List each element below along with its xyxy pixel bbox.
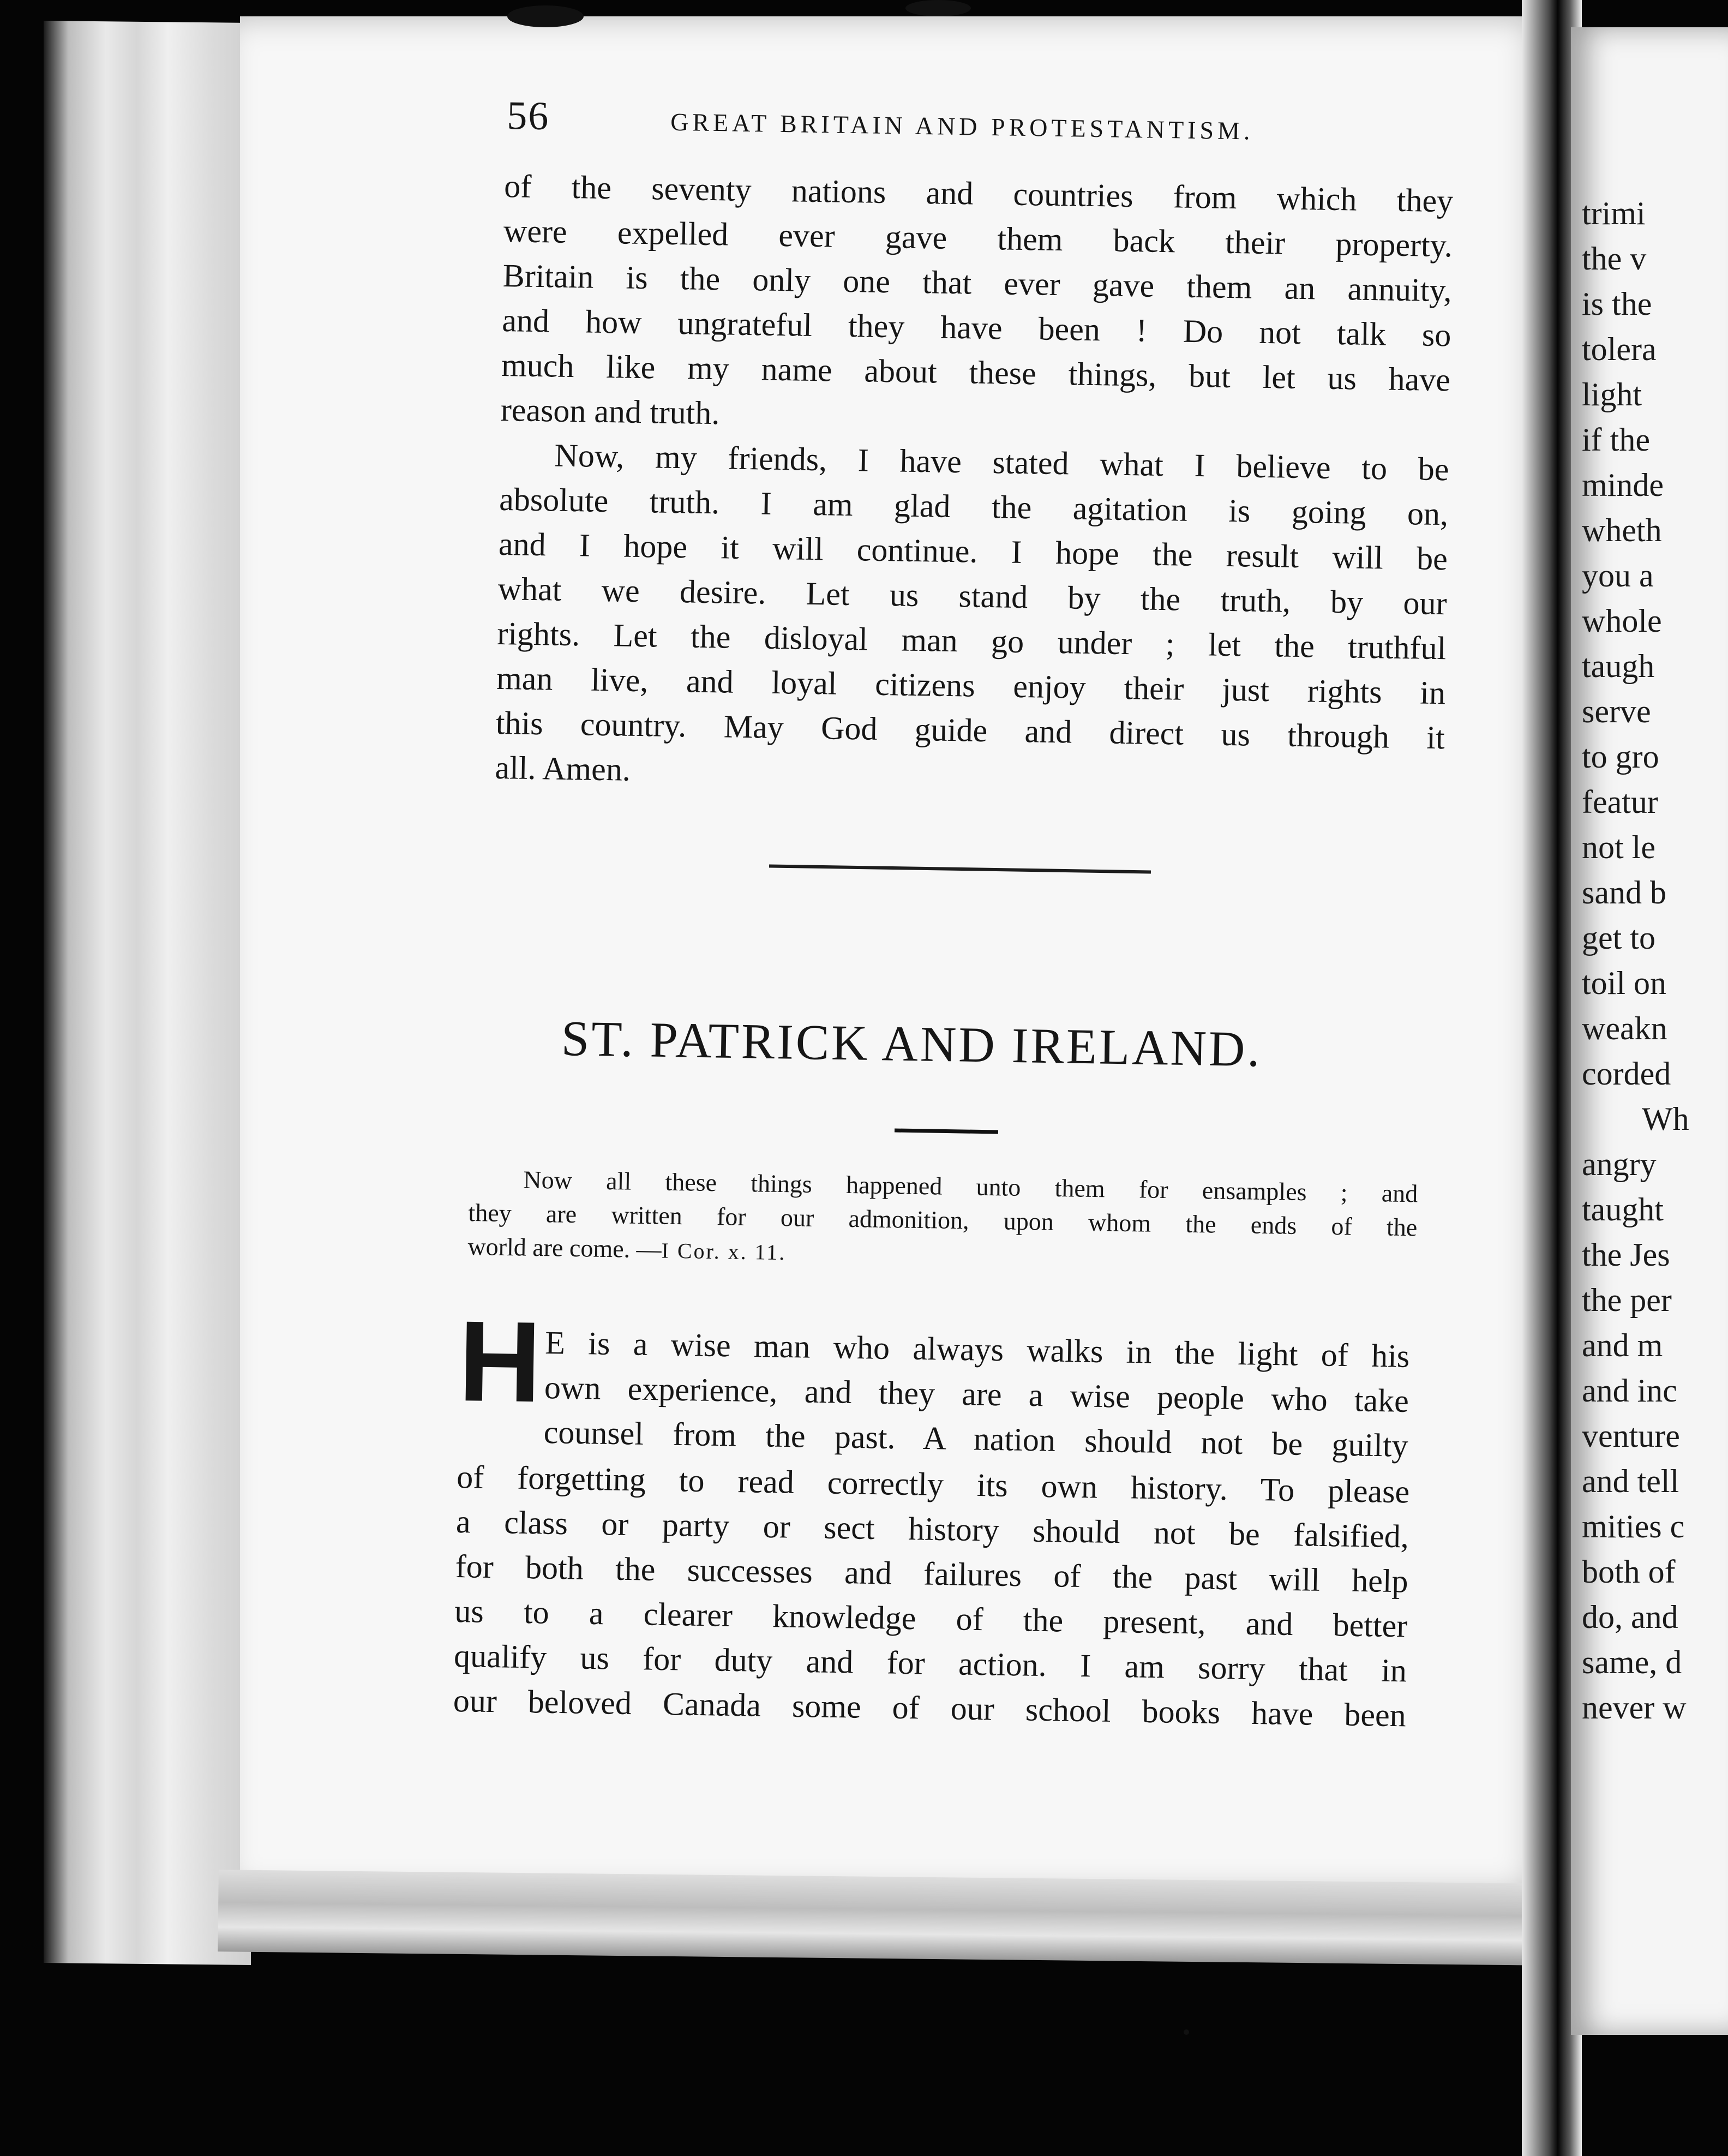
fragment-line: is the xyxy=(1582,286,1652,322)
text-line: counsel from the past. A nation should not be guilty xyxy=(543,1414,1409,1464)
right-page-text-fragments xyxy=(1582,191,1728,1730)
fragment-line: and tell xyxy=(1582,1463,1679,1499)
text-line: man live, and loyal citizens enjoy their just rights in xyxy=(496,660,1446,711)
text-line: and I hope it will continue. I hope the result will be xyxy=(498,525,1448,577)
fragment-line: weakn xyxy=(1582,1010,1667,1046)
drop-cap xyxy=(457,1297,543,1427)
fragment-line: wheth xyxy=(1582,512,1662,548)
text-line: were expelled ever gave them back their property. xyxy=(503,212,1453,264)
fragment-line: same, d xyxy=(1582,1644,1682,1680)
text-line: a class or party or sect history should not be falsified, xyxy=(455,1503,1409,1555)
running-title: GREAT BRITAIN AND PROTESTANTISM. xyxy=(670,107,1254,145)
epigraph-line: world are come. — xyxy=(467,1232,662,1263)
fragment-line: sand b xyxy=(1582,875,1666,911)
text-line: this country. May God guide and direct us through it xyxy=(495,704,1445,756)
book-page-edges-left xyxy=(44,21,251,1965)
fragment-line: taught xyxy=(1582,1191,1664,1227)
text-line: rights. Let the disloyal man go under ; let the truthful xyxy=(496,615,1447,667)
fragment-line: taugh xyxy=(1582,648,1655,684)
fragment-line: the Jes xyxy=(1582,1237,1670,1273)
fragment-line: tolera xyxy=(1582,331,1657,367)
text-line: our beloved Canada some of our school books have been xyxy=(453,1682,1407,1734)
fragment-line: never w xyxy=(1582,1690,1687,1726)
epigraph-citation: I Cor. x. 11. xyxy=(661,1238,787,1265)
fragment-line: venture xyxy=(1582,1418,1680,1454)
fragment-line: you a xyxy=(1582,558,1654,594)
fragment-line: the per xyxy=(1582,1282,1672,1318)
text-line: qualify us for duty and for action. I am sorry that in xyxy=(453,1637,1407,1689)
fragment-line: if the xyxy=(1582,422,1650,458)
text-line: E is a wise man who always walks in the light of his xyxy=(544,1324,1410,1374)
fragment-line: trimi xyxy=(1582,195,1646,231)
epigraph-line: they are written for our admonition, upon whom the ends of the xyxy=(468,1198,1418,1242)
drop-cap-letter: H xyxy=(457,1297,543,1427)
page-number: 56 xyxy=(506,93,550,139)
fragment-line: minde xyxy=(1582,467,1664,503)
text-line: reason and truth. xyxy=(500,391,720,432)
chapter-title: ST. PATRICK AND IRELAND. xyxy=(561,1010,1263,1077)
chapter-body xyxy=(453,1454,1410,1738)
text-line: what we desire. Let us stand by the truth, by our xyxy=(497,570,1448,622)
fragment-line: mities c xyxy=(1582,1508,1685,1544)
text-line: us to a clearer knowledge of the present, and better xyxy=(454,1592,1408,1644)
fragment-line: serve xyxy=(1582,693,1651,729)
fragment-line: not le xyxy=(1582,829,1655,865)
text-line: of forgetting to read correctly its own history. To please xyxy=(456,1458,1410,1510)
fragment-line: do, and xyxy=(1582,1599,1678,1635)
text-line: much like my name about these things, but let us have xyxy=(501,346,1451,398)
fragment-line: corded xyxy=(1582,1056,1671,1092)
chapter-body-indented xyxy=(543,1320,1410,1468)
text-line: for both the successes and failures of the past will help xyxy=(455,1548,1409,1600)
text-line: own experience, and they are a wise people who take xyxy=(544,1369,1409,1419)
epigraph xyxy=(467,1162,1418,1279)
fragment-line: angry xyxy=(1582,1146,1657,1182)
scan-smudge xyxy=(905,0,971,16)
text-line: of the seventy nations and countries from which they xyxy=(503,167,1454,219)
fragment-line: to gro xyxy=(1582,739,1659,775)
text-line: Britain is the only one that ever gave them an annuity, xyxy=(502,257,1453,309)
body-text-top xyxy=(495,164,1454,805)
fragment-line: and inc xyxy=(1582,1373,1677,1409)
text-line: Now, my friends, I have stated what I believe to be xyxy=(554,437,1449,488)
scan-smudge xyxy=(1184,2029,1189,2035)
text-line: absolute truth. I am glad the agitation is going on, xyxy=(499,481,1449,532)
fragment-line: featur xyxy=(1582,784,1658,820)
fragment-line: whole xyxy=(1582,603,1662,639)
fragment-line: toil on xyxy=(1582,965,1667,1001)
scan-smudge xyxy=(507,5,584,27)
fragment-line: both of xyxy=(1582,1554,1676,1590)
fragment-line: light xyxy=(1582,376,1642,412)
fragment-line: Wh xyxy=(1642,1101,1689,1137)
fragment-line: the v xyxy=(1582,241,1647,277)
fragment-line: get to xyxy=(1582,920,1655,956)
text-line: and how ungrateful they have been ! Do not talk so xyxy=(501,302,1451,354)
epigraph-line: Now all these things happened unto them for ensamples ; and xyxy=(523,1165,1418,1208)
text-line: all. Amen. xyxy=(495,749,631,788)
fragment-line: and m xyxy=(1582,1327,1663,1363)
book-page-edges-bottom xyxy=(218,1870,1544,1965)
